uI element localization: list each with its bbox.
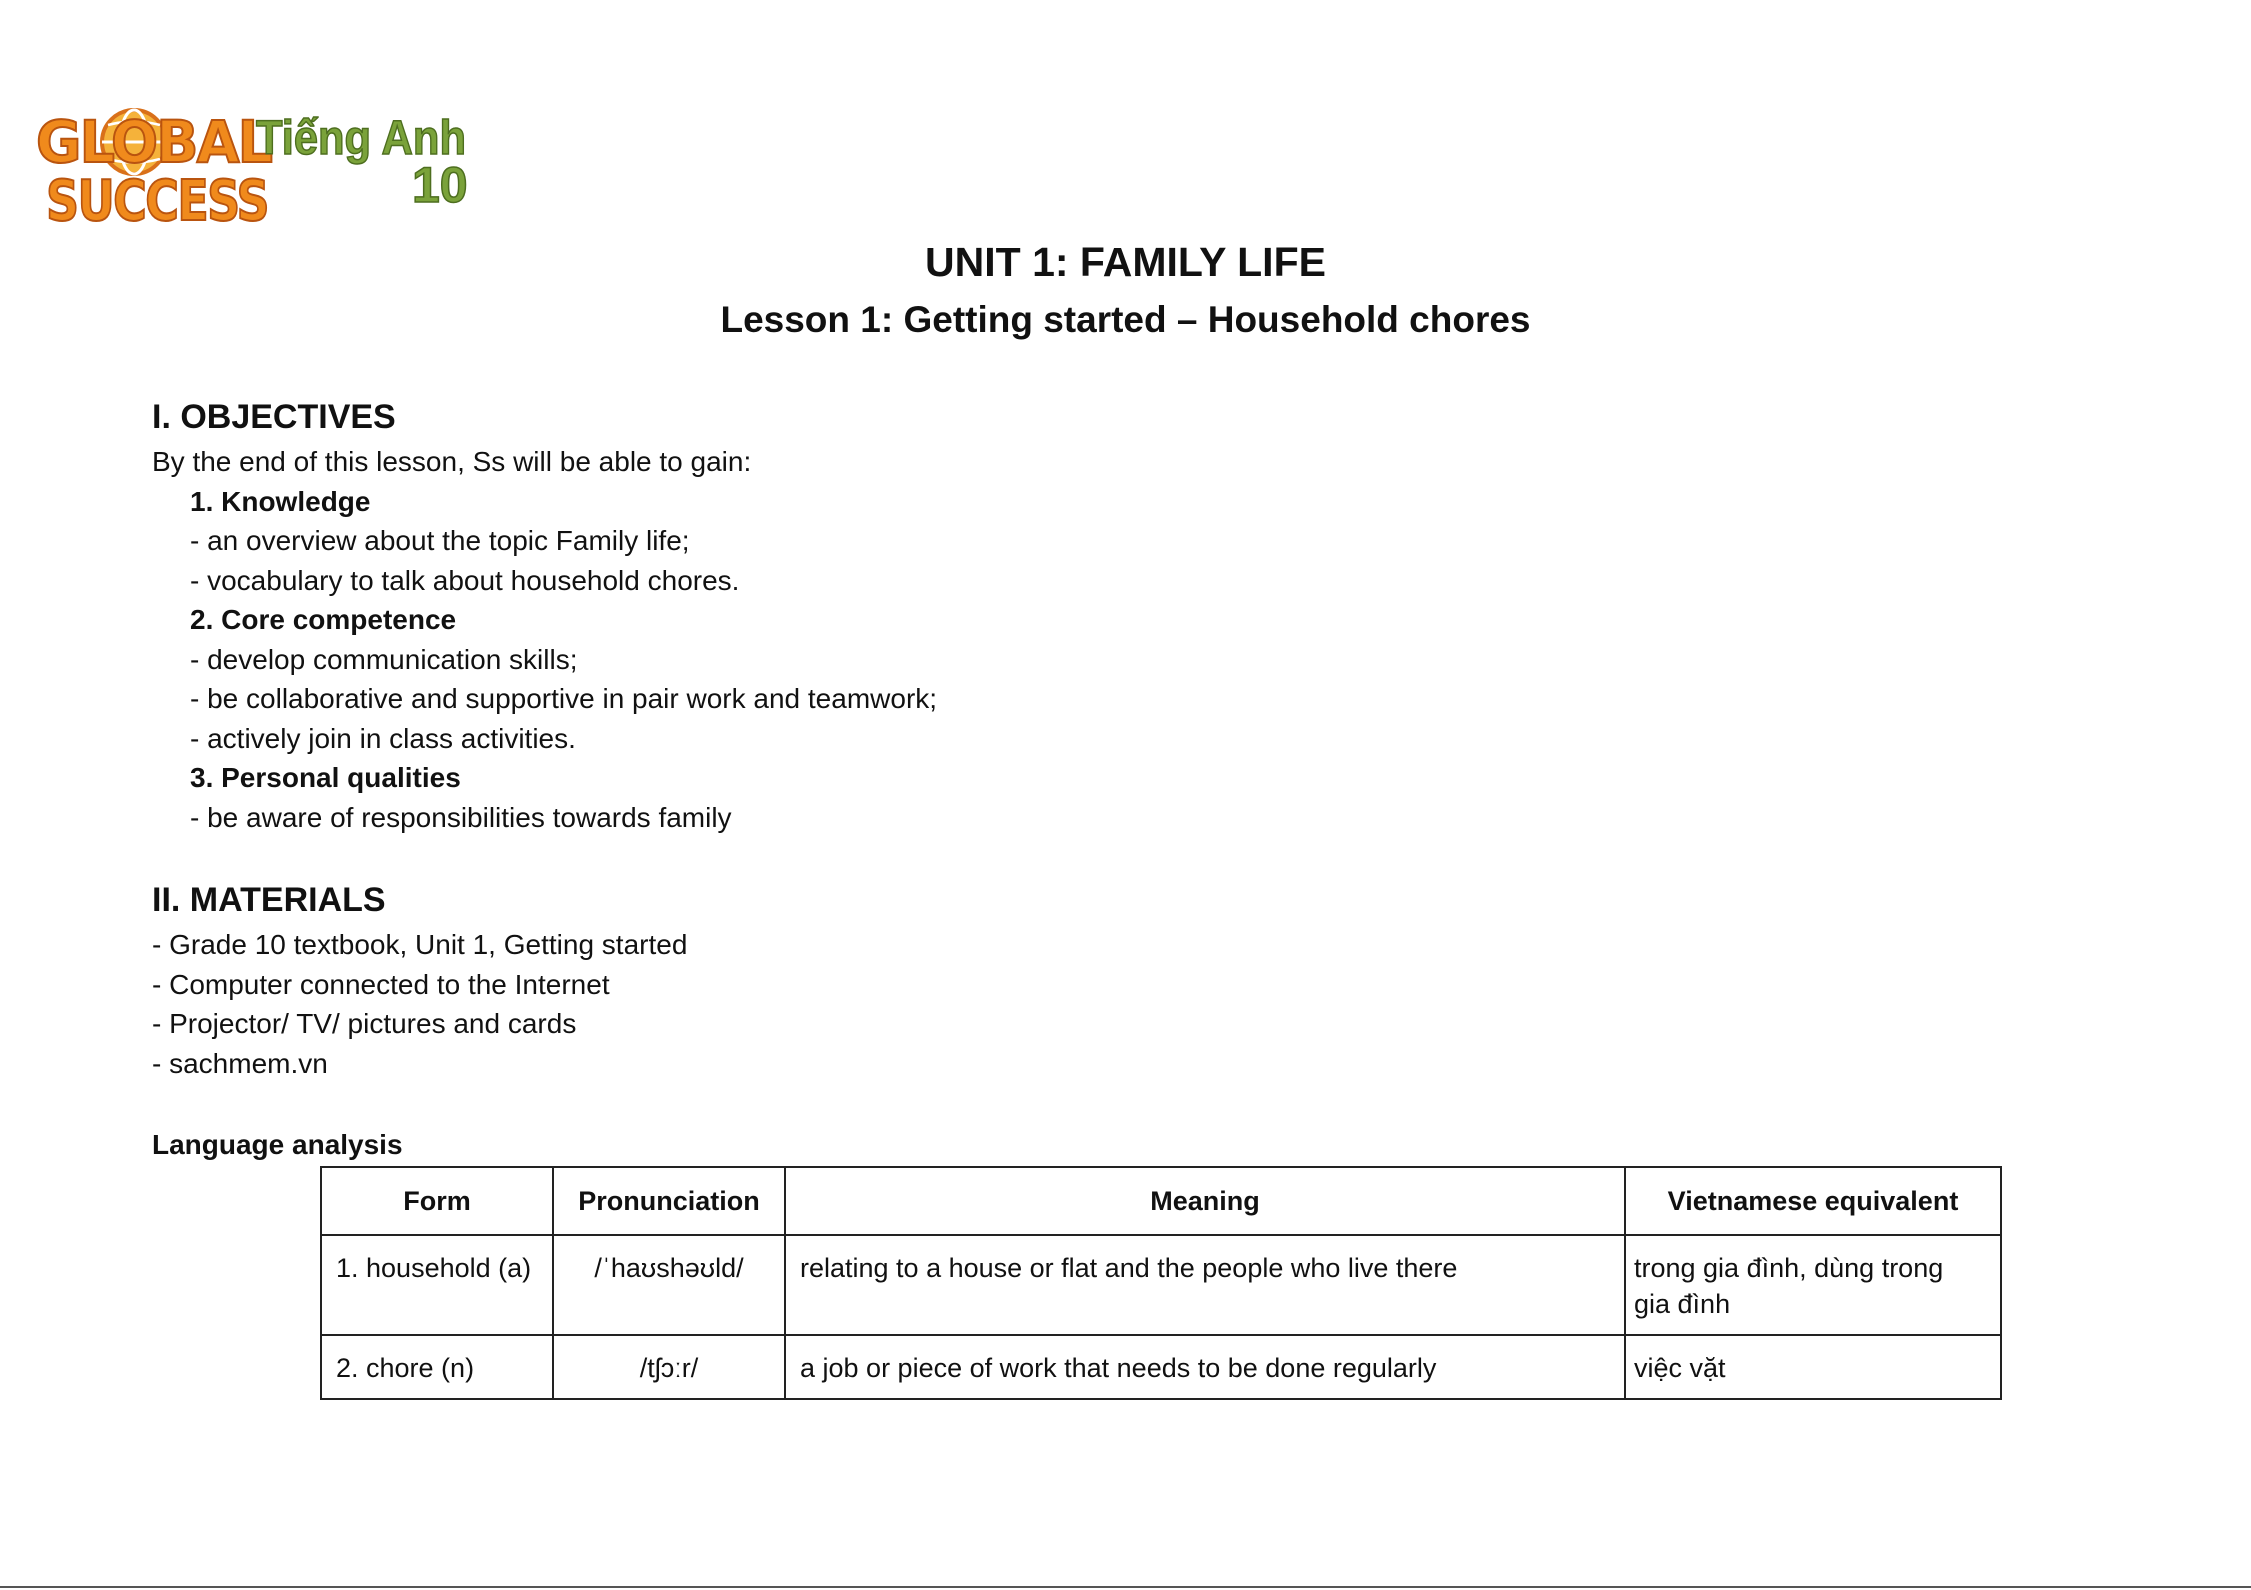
knowledge-item: - vocabulary to talk about household chores. (190, 564, 740, 596)
form-text: 1. household (a) (336, 1253, 532, 1283)
pronunciation-cell: /tʃɔːr/ (553, 1335, 785, 1399)
table-row (321, 1235, 2001, 1335)
vietnamese-cell: việc vặt (1625, 1335, 2001, 1399)
pronunciation-cell: /ˈhaʊshəʊld/ (553, 1235, 785, 1335)
column-header-vietnamese: Vietnamese equivalent (1625, 1167, 2001, 1235)
materials-item: - sachmem.vn (152, 1047, 328, 1079)
unit-title: UNIT 1: FAMILY LIFE (925, 239, 1326, 285)
lesson-content (152, 392, 2052, 1163)
column-header-form: Form (321, 1167, 553, 1235)
core-competence-section (152, 600, 2052, 758)
form-text: 2. chore (n) (336, 1353, 475, 1383)
column-header-meaning: Meaning (785, 1167, 1625, 1235)
page-bottom-rule (0, 1586, 2251, 1588)
knowledge-item: - an overview about the topic Family life; (190, 525, 690, 556)
vietnamese-cell: trong gia đình, dùng trong gia đình (1625, 1235, 2001, 1335)
knowledge-heading: 1. Knowledge (190, 485, 371, 517)
logo-subject-line1: Tiếng Anh (256, 112, 466, 165)
core-competence-item: - actively join in class activities. (190, 722, 576, 754)
materials-item: - Projector/ TV/ pictures and cards (152, 1008, 577, 1039)
core-competence-item: - develop communication skills; (190, 643, 578, 675)
knowledge-section (152, 482, 2052, 601)
title-block (0, 232, 2251, 348)
materials-item: - Computer connected to the Internet (152, 968, 610, 1000)
lesson-title: Lesson 1: Getting started – Household chores (720, 299, 1531, 340)
personal-qualities-section (152, 758, 2052, 837)
meaning-cell: a job or piece of work that needs to be done regularly (785, 1335, 1625, 1399)
objectives-heading: I. OBJECTIVES (152, 398, 396, 436)
meaning-cell: relating to a house or flat and the people who live there (785, 1235, 1625, 1335)
column-header-pronunciation: Pronunciation (553, 1167, 785, 1235)
language-analysis-table (320, 1166, 2002, 1400)
materials-heading: II. MATERIALS (152, 881, 386, 919)
logo-brand-line1: GLOBAL (36, 108, 272, 176)
table-row (321, 1335, 2001, 1399)
core-competence-heading: 2. Core competence (190, 604, 457, 635)
form-cell (321, 1235, 553, 1335)
logo-subject-line2: 10 (412, 157, 468, 213)
personal-qualities-heading: 3. Personal qualities (190, 762, 461, 793)
materials-section (152, 875, 2052, 1083)
global-success-logo (34, 92, 474, 232)
table-header-row (321, 1167, 2001, 1235)
logo-brand-line2: SUCCESS (46, 169, 268, 232)
personal-qualities-item: - be aware of responsibilities towards family (190, 801, 732, 833)
form-cell (321, 1335, 553, 1399)
core-competence-item: - be collaborative and supportive in pair work and teamwork; (190, 683, 938, 714)
objectives-intro: By the end of this lesson, Ss will be able to gain: (152, 446, 752, 477)
language-analysis-heading: Language analysis (152, 1129, 403, 1160)
materials-item: - Grade 10 textbook, Unit 1, Getting started (152, 929, 688, 960)
